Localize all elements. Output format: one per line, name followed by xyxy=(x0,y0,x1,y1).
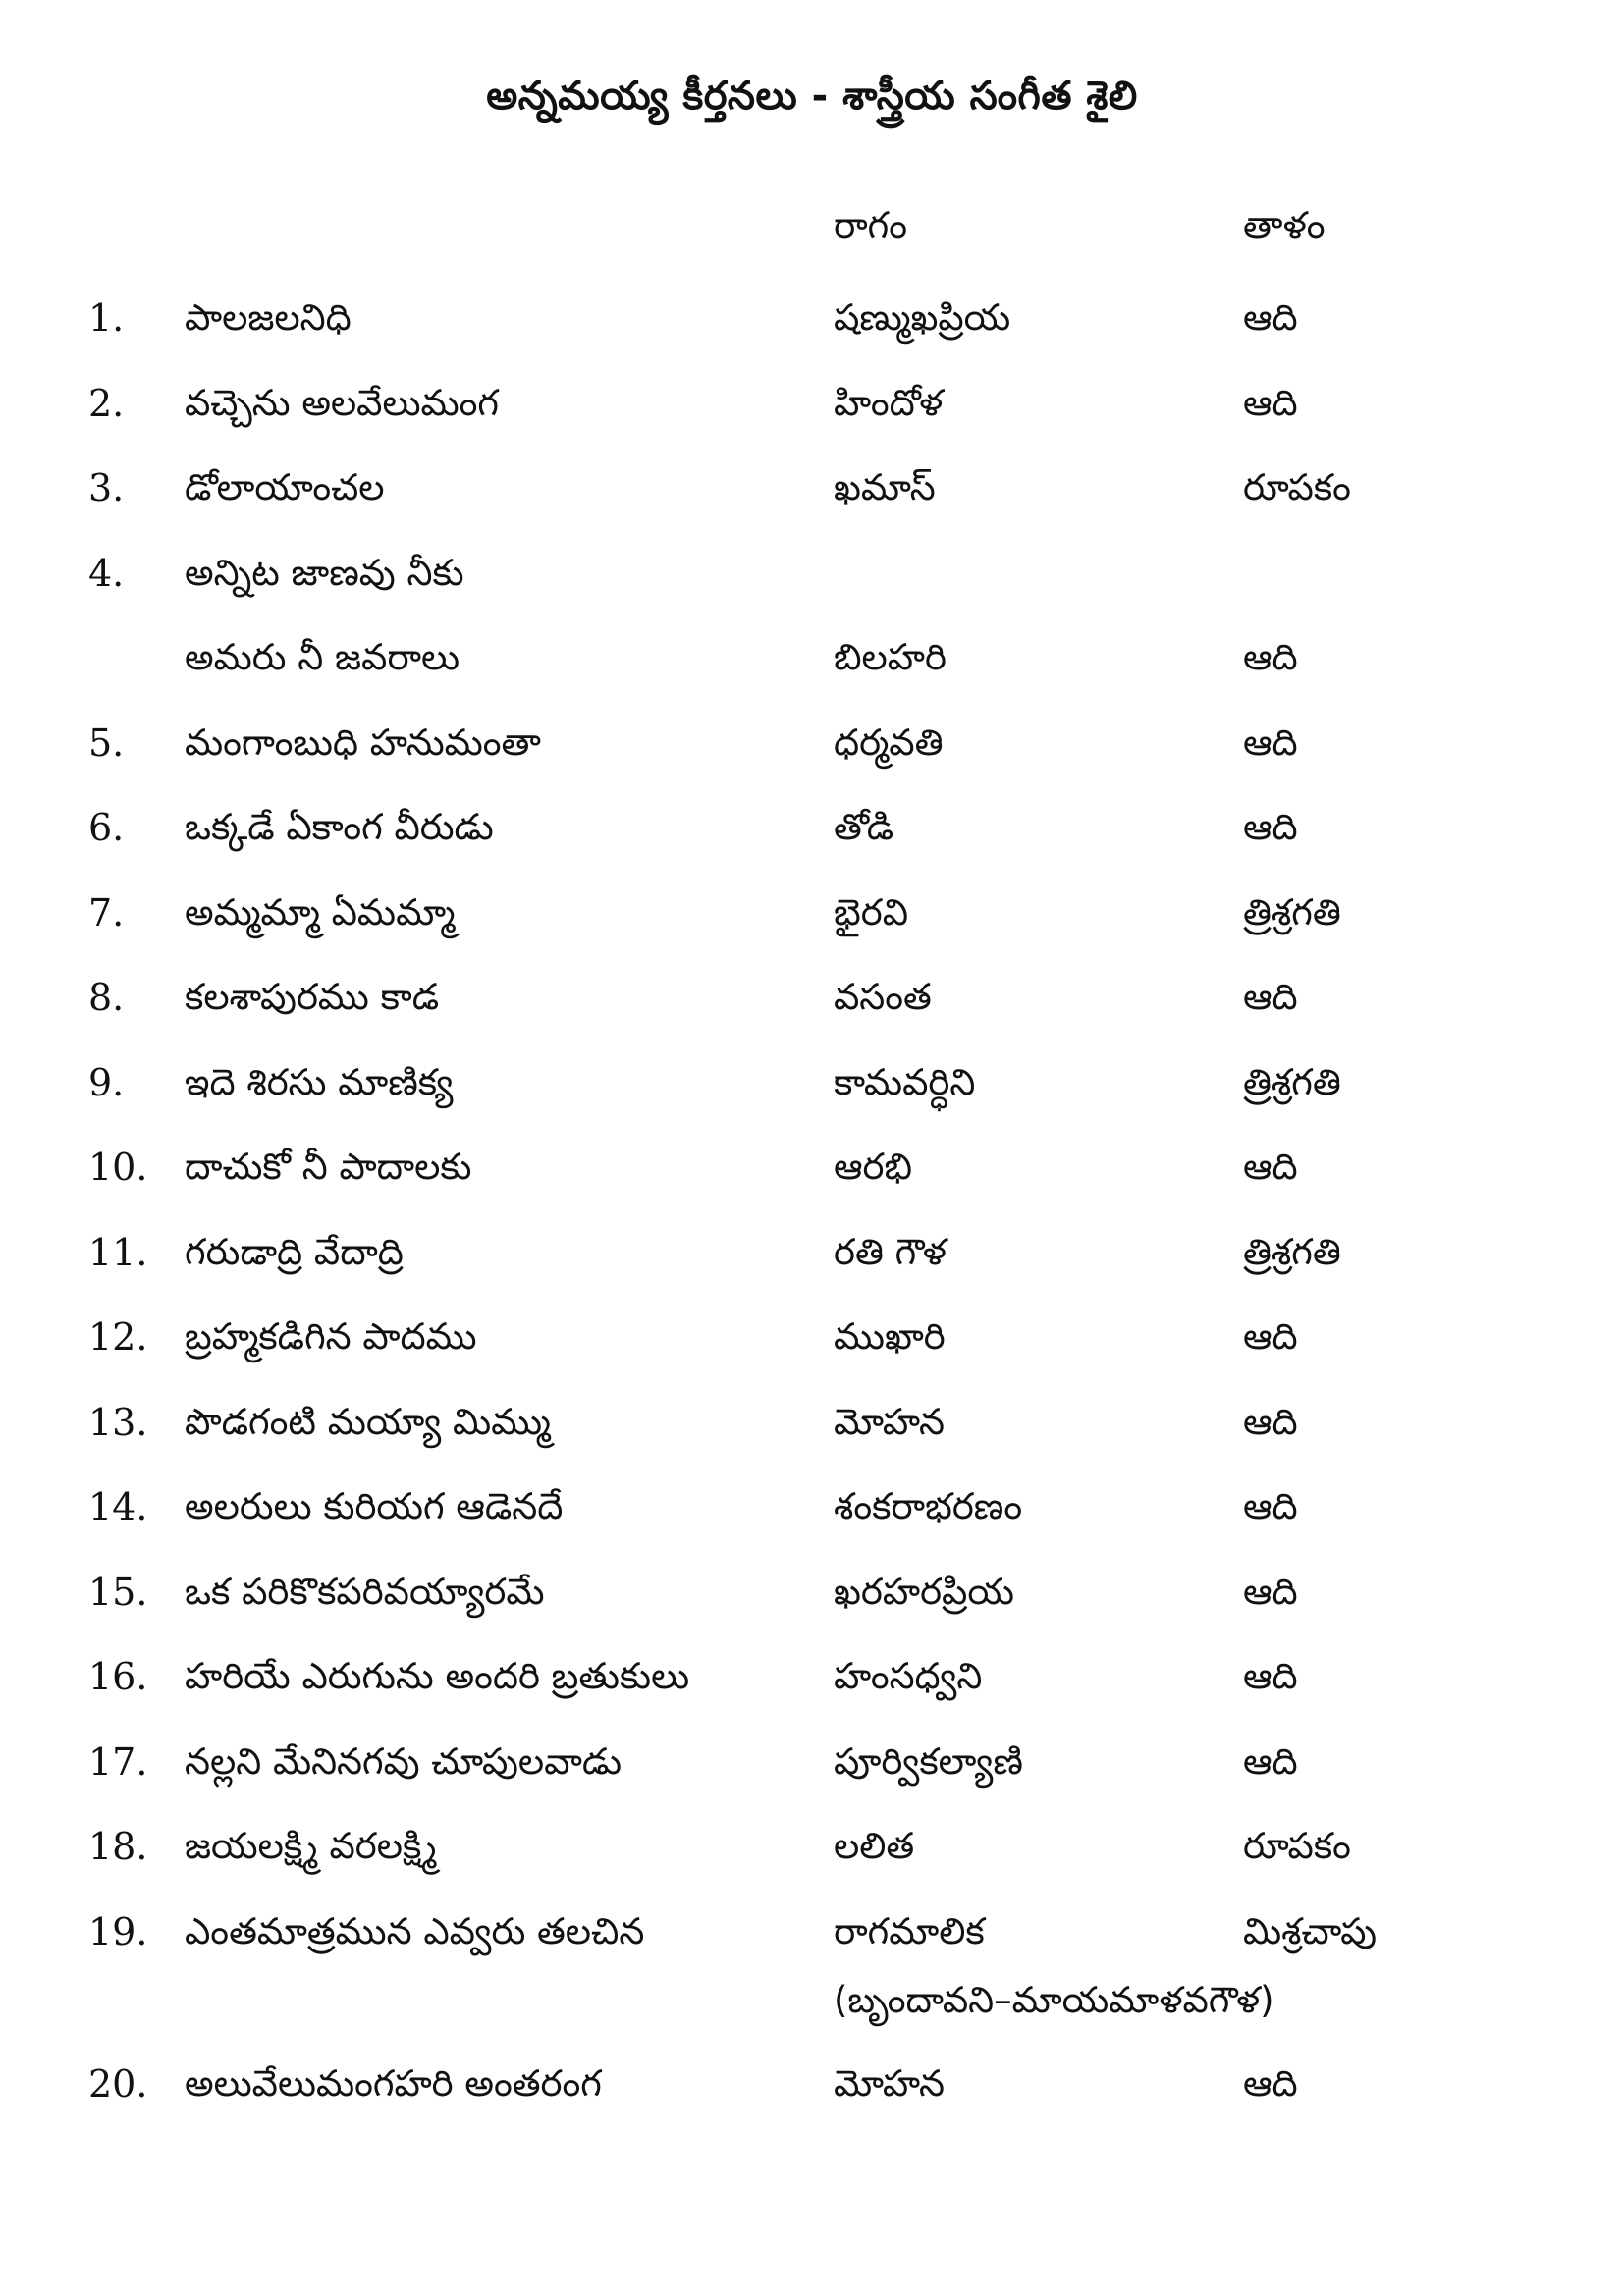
raga-name: హంసధ్వని xyxy=(834,1655,983,1697)
raga-name: ధర్మవతి xyxy=(834,721,944,764)
list-item xyxy=(0,969,1624,1054)
raga-name: ఖమాస్ xyxy=(834,466,936,508)
list-item xyxy=(0,2056,1624,2141)
list-item xyxy=(0,290,1624,375)
raga-name: ఖరహరప్రియ xyxy=(834,1570,1014,1613)
raga-name: తోడి xyxy=(834,806,894,848)
kirtana-title: వచ్చెను అలవేలుమంగ xyxy=(185,381,499,424)
list-item xyxy=(0,799,1624,884)
kirtana-title: పాలజలనిధి xyxy=(185,296,352,339)
kirtana-title: బ్రహ్మకడిగిన పాదము xyxy=(185,1315,477,1358)
raga-name: వసంత xyxy=(834,976,932,1018)
list-item xyxy=(0,1564,1624,1649)
kirtana-title: అమ్మమ్మా ఏమమ్మా xyxy=(185,890,456,934)
item-number: 14. xyxy=(88,1485,148,1528)
item-number: 7. xyxy=(88,890,125,934)
tala-name: ఆది xyxy=(1243,1655,1298,1697)
raga-name: బిలహరి xyxy=(834,636,947,678)
tala-name: రూపకం xyxy=(1243,1825,1351,1867)
list-item xyxy=(0,1054,1624,1140)
kirtana-title: ఇదె శిరసు మాణిక్య xyxy=(185,1060,454,1103)
tala-name: ఆది xyxy=(1243,1739,1298,1783)
kirtana-title: అలువేలుమంగహరి అంతరంగ xyxy=(185,2061,602,2105)
tala-name: త్రిశ్రగతి xyxy=(1243,890,1341,934)
list-item xyxy=(0,1648,1624,1734)
kirtana-title: అమరు నీ జవరాలు xyxy=(185,636,460,678)
kirtana-list xyxy=(0,290,1624,2140)
item-number: 10. xyxy=(88,1146,148,1189)
raga-name: మోహన xyxy=(834,2061,945,2105)
tala-name: ఆది xyxy=(1243,636,1298,678)
kirtana-title: హరియే ఎరుగును అందరి బ్రతుకులు xyxy=(185,1655,690,1697)
list-item xyxy=(0,1478,1624,1564)
tala-name: ఆది xyxy=(1243,976,1298,1018)
raga-name: లలిత xyxy=(834,1825,915,1867)
item-number: 6. xyxy=(88,806,125,849)
raga-name: పూర్వికల్యాణి xyxy=(834,1739,1023,1783)
column-headers xyxy=(0,204,1624,263)
item-number: 11. xyxy=(88,1230,148,1274)
list-item xyxy=(0,884,1624,970)
list-item xyxy=(0,375,1624,460)
raga-name: హిందోళ xyxy=(834,381,944,424)
item-number: 2. xyxy=(88,381,125,425)
item-number: 13. xyxy=(88,1400,148,1444)
raga-name: కామవర్ధిని xyxy=(834,1060,976,1103)
raga-detail: (బృందావని–మాయమాళవగౌళ) xyxy=(834,1978,1274,2021)
tala-name: ఆది xyxy=(1243,2061,1298,2105)
kirtana-title: ఒక పరికొకపరివయ్యారమే xyxy=(185,1570,545,1613)
kirtana-title: గరుడాద్రి వేదాద్రి xyxy=(185,1230,404,1273)
item-number: 19. xyxy=(88,1909,148,1953)
item-number: 3. xyxy=(88,466,125,509)
kirtana-title: అన్నిట జాణవు నీకు xyxy=(185,551,464,594)
tala-name: ఆది xyxy=(1243,1570,1298,1613)
raga-name: షణ్ముఖప్రియ xyxy=(834,296,1011,339)
tala-name: ఆది xyxy=(1243,381,1298,424)
item-number: 1. xyxy=(88,296,125,340)
kirtana-title: ఎంతమాత్రమున ఎవ్వరు తలచిన xyxy=(185,1909,645,1952)
list-item xyxy=(0,1224,1624,1309)
raga-name: ఆరభి xyxy=(834,1146,912,1188)
kirtana-title: మంగాంబుధి హనుమంతా xyxy=(185,721,541,764)
kirtana-title: అలరులు కురియగ ఆడెనదే xyxy=(185,1485,564,1527)
raga-name: ముఖారి xyxy=(834,1315,946,1358)
item-number: 5. xyxy=(88,721,125,765)
kirtana-title: కలశాపురము కాడ xyxy=(185,976,440,1018)
kirtana-title: నల్లని మేనినగవు చూపులవాడు xyxy=(185,1739,623,1783)
raga-name: రాగమాలిక xyxy=(834,1909,985,1952)
list-item xyxy=(0,545,1624,630)
raga-name: శంకరాభరణం xyxy=(834,1485,1023,1527)
item-number: 20. xyxy=(88,2061,148,2106)
list-item xyxy=(0,1903,1624,2056)
item-number: 17. xyxy=(88,1739,148,1784)
tala-name: ఆది xyxy=(1243,1485,1298,1527)
kirtana-title: పొడగంటి మయ్యా మిమ్ము xyxy=(185,1400,551,1443)
kirtana-title: జయలక్ష్మి వరలక్ష్మి xyxy=(185,1825,437,1867)
tala-name: ఆది xyxy=(1243,806,1298,848)
list-item xyxy=(0,1818,1624,1903)
tala-name: ఆది xyxy=(1243,721,1298,764)
raga-name: రతి గౌళ xyxy=(834,1230,947,1273)
item-number: 8. xyxy=(88,976,125,1019)
kirtana-title: ఒక్కడే ఏకాంగ వీరుడు xyxy=(185,806,494,848)
list-item-continuation xyxy=(0,629,1624,715)
raga-name: మోహన xyxy=(834,1400,945,1443)
tala-name: త్రిశ్రగతి xyxy=(1243,1060,1341,1103)
raga-name: భైరవి xyxy=(834,890,908,934)
list-item xyxy=(0,1734,1624,1819)
tala-name: ఆది xyxy=(1243,1315,1298,1358)
list-item xyxy=(0,1139,1624,1224)
item-number: 15. xyxy=(88,1570,148,1614)
tala-name: త్రిశ్రగతి xyxy=(1243,1230,1341,1273)
item-number: 12. xyxy=(88,1315,148,1359)
item-number: 9. xyxy=(88,1060,125,1104)
item-number: 16. xyxy=(88,1655,148,1698)
kirtana-title: డోలాయాంచల xyxy=(185,466,385,508)
tala-name: మిశ్రచాపు xyxy=(1243,1909,1378,1952)
list-item xyxy=(0,459,1624,545)
tala-name: రూపకం xyxy=(1243,466,1351,508)
page-title: అన్నమయ్య కీర్తనలు - శాస్త్రీయ సంగీత శైలి xyxy=(486,74,1138,119)
list-item xyxy=(0,715,1624,800)
list-item xyxy=(0,1394,1624,1479)
kirtana-title: దాచుకో నీ పాదాలకు xyxy=(185,1146,472,1188)
item-number: 18. xyxy=(88,1825,148,1868)
tala-name: ఆది xyxy=(1243,1400,1298,1443)
tala-column-header: తాళం xyxy=(1243,204,1326,246)
tala-name: ఆది xyxy=(1243,296,1298,339)
raga-column-header: రాగం xyxy=(834,204,907,246)
item-number: 4. xyxy=(88,551,125,595)
list-item xyxy=(0,1308,1624,1394)
tala-name: ఆది xyxy=(1243,1146,1298,1188)
